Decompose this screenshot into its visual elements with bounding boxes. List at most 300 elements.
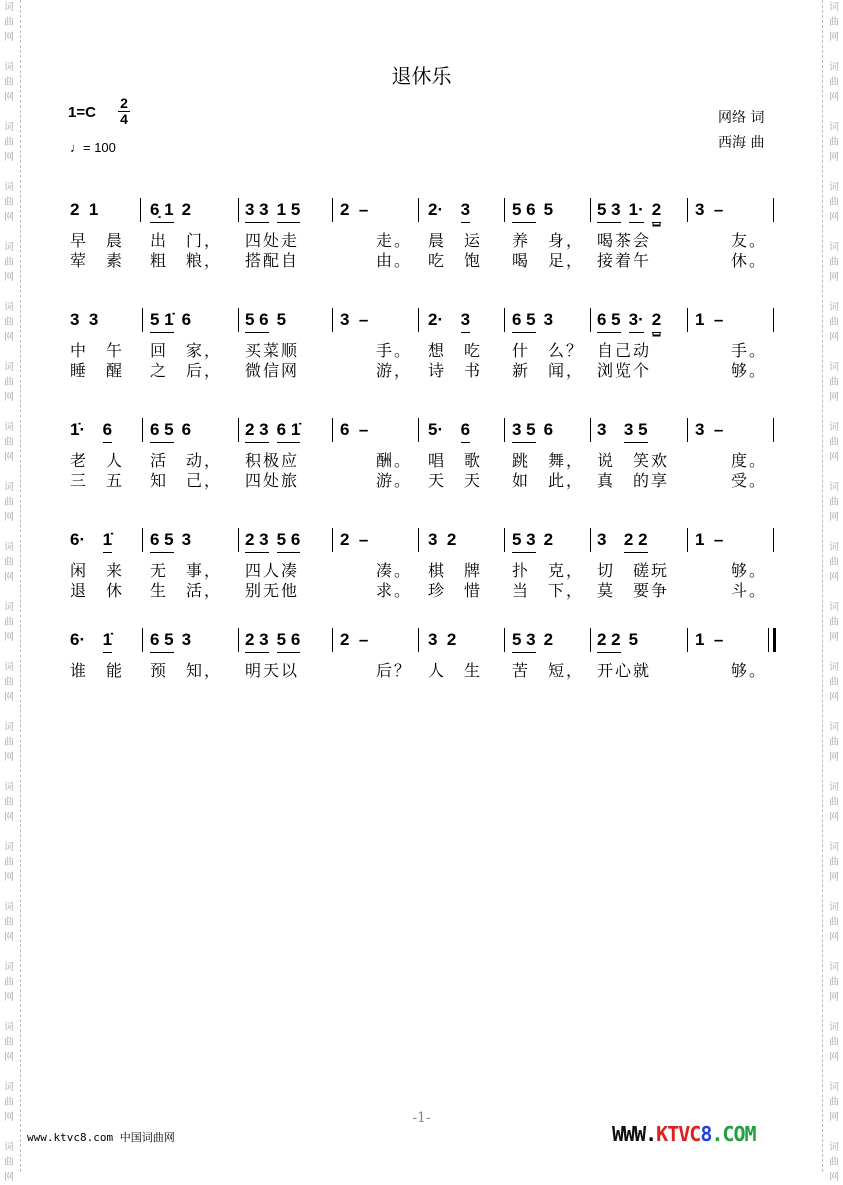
lyric-verse-2: 浏览个 [597, 361, 652, 380]
lyric-verse-2: 知 己， [150, 471, 223, 490]
watermark-char: 词 [4, 362, 14, 373]
barline [504, 528, 505, 552]
barline [504, 198, 505, 222]
note-group: 6 5 [512, 310, 536, 333]
note-group: 2 1 [70, 200, 99, 219]
lyric-verse-2: 接着午 [597, 251, 652, 270]
note-group: 3 2 [428, 630, 457, 649]
measure-notes [597, 310, 669, 336]
watermark-char: 曲 [4, 1157, 14, 1168]
lyric-verse-2: 莫 要争 [597, 581, 670, 600]
lyric-verse-2: 微信网 [245, 361, 300, 380]
watermark-char: 曲 [4, 77, 14, 88]
measure-notes [245, 530, 308, 556]
note-group: 5 6 [245, 310, 269, 333]
watermark-char: 词 [4, 242, 14, 253]
lyric-verse-2: 三 五 [70, 471, 125, 490]
measure-notes [512, 630, 561, 656]
note-group: 6 [181, 310, 192, 329]
watermark-char: 曲 [829, 77, 839, 88]
watermark-char: 网 [4, 692, 14, 703]
measure-notes [597, 200, 669, 226]
barline [142, 308, 143, 332]
barline [238, 628, 239, 652]
watermark-char: 词 [4, 422, 14, 433]
barline [590, 198, 591, 222]
lyric-verse-1: 喝茶会 [597, 231, 652, 250]
lyric-verse-1: 什 么？ [512, 341, 585, 360]
note-group: 2 [543, 630, 554, 649]
watermark-char: 网 [4, 1112, 14, 1123]
watermark-char: 网 [829, 692, 839, 703]
watermark-char: 网 [4, 392, 14, 403]
lyric-verse-1: 自己动 [597, 341, 652, 360]
watermark-char: 网 [829, 992, 839, 1003]
lyric-verse-2: 天 天 [428, 471, 483, 490]
watermark-char: 网 [829, 812, 839, 823]
measure-notes [340, 630, 376, 656]
logo-ktv: KTV [656, 1122, 690, 1146]
measure-notes [597, 420, 656, 446]
lyric-verse-1: 唱 歌 [428, 451, 483, 470]
score-line [0, 310, 843, 390]
watermark-char: 曲 [4, 797, 14, 808]
watermark-char: 曲 [4, 377, 14, 388]
watermark-char: 词 [829, 962, 839, 973]
note-group: 3 5 [512, 420, 536, 443]
lyric-verse-2: 珍 惜 [428, 581, 483, 600]
measure-notes [70, 200, 106, 226]
note-group: 6 – [340, 420, 369, 439]
watermark-char: 网 [829, 1112, 839, 1123]
note-group: 3 [461, 200, 470, 223]
watermark-char: 曲 [829, 377, 839, 388]
watermark-char: 词 [4, 482, 14, 493]
key-signature: 1=C [68, 104, 96, 121]
lyric-verse-2: 吃 饱 [428, 251, 483, 270]
measure-notes [695, 630, 731, 656]
watermark-char: 词 [829, 602, 839, 613]
note-group: 1 – [695, 310, 724, 329]
lyric-verse-1: 跳 舞， [512, 451, 585, 470]
watermark-char: 词 [4, 1082, 14, 1093]
note-group: 2· [428, 310, 453, 329]
note-group: 5 3 [512, 530, 536, 553]
watermark-char: 曲 [829, 197, 839, 208]
note-group: 2· [428, 200, 453, 219]
watermark-char: 词 [829, 122, 839, 133]
barline [418, 628, 419, 652]
watermark-char: 网 [4, 32, 14, 43]
watermark-char: 曲 [4, 437, 14, 448]
watermark-char: 网 [4, 92, 14, 103]
watermark-char: 网 [829, 872, 839, 883]
lyric-verse-1: 谁 能 [70, 661, 125, 680]
measure-notes [245, 200, 308, 226]
watermark-char: 词 [829, 782, 839, 793]
note-group: 3 – [695, 200, 724, 219]
note-group: 6· [70, 630, 95, 649]
watermark-char: 曲 [829, 317, 839, 328]
barline [238, 198, 239, 222]
measure-notes [150, 200, 199, 226]
watermark-char: 曲 [829, 737, 839, 748]
lyric-verse-1: 中 午 [70, 341, 125, 360]
measure-notes [512, 530, 561, 556]
barline [590, 418, 591, 442]
watermark-char: 词 [829, 182, 839, 193]
watermark-char: 网 [829, 1052, 839, 1063]
lyric-verse-1: 晨 运 [428, 231, 483, 250]
watermark-char: 网 [829, 932, 839, 943]
watermark-char: 网 [4, 1052, 14, 1063]
barline [418, 198, 419, 222]
measure-notes [340, 310, 376, 336]
tempo-marking: ♩= 100 [70, 140, 116, 155]
note-group: 2 3 [245, 420, 269, 443]
measure-notes [245, 420, 308, 446]
lyric-verse-1: 说 笑欢 [597, 451, 670, 470]
watermark-char: 词 [4, 302, 14, 313]
lyric-verse-1: 切 磋玩 [597, 561, 670, 580]
note-group: 6 1̇ [277, 420, 301, 443]
time-signature-bottom: 4 [118, 111, 130, 127]
watermark-char: 词 [829, 662, 839, 673]
lyric-verse-2: 粗 粮， [150, 251, 223, 270]
barline [418, 528, 419, 552]
lyric-verse-1: 活 动， [150, 451, 223, 470]
lyric-verse-1: 手。 [695, 341, 768, 360]
logo-8: 8 [700, 1122, 712, 1146]
lyric-verse-1: 人 生 [428, 661, 483, 680]
watermark-char: 曲 [4, 197, 14, 208]
watermark-char: 曲 [4, 977, 14, 988]
measure-notes [150, 310, 199, 336]
watermark-char: 网 [4, 332, 14, 343]
lyric-verse-1: 养 身， [512, 231, 585, 250]
barline [773, 198, 774, 222]
lyric-verse-1: 走。 [340, 231, 413, 250]
lyric-verse-1: 够。 [695, 661, 768, 680]
lyric-verse-2: 别无他 [245, 581, 300, 600]
time-signature-top: 2 [120, 95, 128, 111]
watermark-char: 曲 [829, 617, 839, 628]
note-group: 2 3 [245, 530, 269, 553]
lyric-verse-2: 四处旅 [245, 471, 300, 490]
watermark-char: 网 [829, 32, 839, 43]
watermark-char: 词 [829, 1022, 839, 1033]
measure-notes [245, 630, 308, 656]
watermark-char: 词 [829, 1082, 839, 1093]
barline [504, 308, 505, 332]
note-group: 3 3 [245, 200, 269, 223]
watermark-char: 词 [829, 542, 839, 553]
note-group: 6̣ 1 [150, 200, 174, 223]
note-group: 5 1̇ [150, 310, 174, 333]
note-group: 6 5 [150, 420, 174, 443]
lyric-verse-2: 受。 [695, 471, 768, 490]
watermark-char: 网 [829, 212, 839, 223]
watermark-char: 曲 [4, 137, 14, 148]
barline [332, 628, 333, 652]
measure-notes [695, 420, 731, 446]
note-group: 3 [181, 530, 192, 549]
watermark-char: 曲 [829, 977, 839, 988]
lyric-verse-2: 荤 素 [70, 251, 125, 270]
watermark-char: 曲 [4, 1097, 14, 1108]
lyric-verse-2: 睡 醒 [70, 361, 125, 380]
note-group: 6· [70, 530, 95, 549]
note-group: 2 [181, 200, 192, 219]
lyric-verse-2: 如 此， [512, 471, 585, 490]
note-group: 1 – [695, 630, 724, 649]
barline [687, 528, 688, 552]
watermark-char: 词 [4, 2, 14, 13]
watermark-char: 网 [829, 392, 839, 403]
watermark-char: 词 [4, 722, 14, 733]
note-group: 2 [652, 200, 661, 223]
watermark-char: 网 [4, 212, 14, 223]
watermark-char: 曲 [829, 857, 839, 868]
note-group: 1̇ [103, 530, 112, 553]
lyric-verse-2: 休。 [695, 251, 768, 270]
note-group: 6 5 [150, 530, 174, 553]
barline [687, 628, 688, 652]
watermark-char: 网 [4, 572, 14, 583]
score-line [0, 420, 843, 500]
barline [504, 418, 505, 442]
watermark-char: 词 [4, 542, 14, 553]
measure-notes [150, 420, 199, 446]
lyric-verse-1: 积极应 [245, 451, 300, 470]
measure-notes [695, 530, 731, 556]
measure-notes [428, 200, 478, 226]
watermark-char: 曲 [4, 737, 14, 748]
watermark-char: 网 [829, 512, 839, 523]
lyric-verse-2: 求。 [340, 581, 413, 600]
note-group: 3 5 [624, 420, 648, 443]
note-group: 2 – [340, 200, 369, 219]
watermark-char: 词 [829, 422, 839, 433]
watermark-char: 曲 [829, 1097, 839, 1108]
watermark-char: 词 [4, 1022, 14, 1033]
lyric-verse-2: 游。 [340, 471, 413, 490]
barline [332, 198, 333, 222]
note-group: 6 [181, 420, 192, 439]
lyric-verse-2: 新 闻， [512, 361, 585, 380]
watermark-char: 词 [4, 782, 14, 793]
measure-notes [428, 530, 464, 556]
barline [332, 418, 333, 442]
barline [140, 198, 141, 222]
lyric-verse-1: 手。 [340, 341, 413, 360]
site-text: www.ktvc8.com 中国词曲网 [27, 1131, 175, 1144]
lyric-verse-2: 之 后， [150, 361, 223, 380]
song-title: 退休乐 [391, 64, 452, 88]
watermark-char: 曲 [829, 677, 839, 688]
note-group: 3 [543, 310, 554, 329]
lyric-verse-1: 酬。 [340, 451, 413, 470]
watermark-char: 词 [829, 302, 839, 313]
barline [504, 628, 505, 652]
watermark-char: 词 [4, 842, 14, 853]
lyric-verse-1: 苦 短， [512, 661, 585, 680]
measure-notes [150, 630, 199, 656]
lyric-verse-2: 退 休 [70, 581, 125, 600]
lyric-verse-1: 想 吃 [428, 341, 483, 360]
lyric-verse-1: 度。 [695, 451, 768, 470]
logo-com: .COM [711, 1122, 756, 1146]
watermark-char: 网 [829, 332, 839, 343]
lyric-verse-2: 搭配自 [245, 251, 300, 270]
note-group: 2 3 [245, 630, 269, 653]
time-signature [118, 96, 130, 127]
measure-notes [695, 310, 731, 336]
lyric-verse-1: 回 家， [150, 341, 223, 360]
watermark-char: 词 [4, 602, 14, 613]
lyric-verse-1: 早 晨 [70, 231, 125, 250]
watermark-char: 词 [4, 122, 14, 133]
watermark-char: 曲 [4, 557, 14, 568]
note-group: 2 2 [597, 630, 621, 653]
note-group: 5 3 [597, 200, 621, 223]
measure-notes [70, 630, 120, 656]
note-group: 1 – [695, 530, 724, 549]
measure-notes [70, 420, 120, 446]
barline [773, 418, 774, 442]
lyric-verse-1: 预 知， [150, 661, 223, 680]
note-group: 5 3 [512, 630, 536, 653]
watermark-char: 网 [829, 1172, 839, 1183]
score-line [0, 530, 843, 610]
watermark-char: 曲 [4, 1037, 14, 1048]
watermark-char: 曲 [4, 677, 14, 688]
watermark-char: 曲 [829, 437, 839, 448]
composer-credit: 西海 曲 [718, 135, 765, 151]
lyric-verse-2: 游， [340, 361, 413, 380]
measure-notes [70, 310, 106, 336]
score-line [0, 630, 843, 710]
barline [142, 628, 143, 652]
note-group: 2 – [340, 630, 369, 649]
note-group: 1 5 [277, 200, 301, 223]
barline [332, 308, 333, 332]
note-group: 2 2 [624, 530, 648, 553]
watermark-char: 曲 [829, 797, 839, 808]
watermark-char: 词 [829, 902, 839, 913]
measure-notes [512, 420, 561, 446]
note-group: 3 3 [70, 310, 99, 329]
watermark-char: 词 [829, 842, 839, 853]
watermark-char: 网 [4, 1172, 14, 1183]
note-group: 3· [629, 310, 644, 333]
measure-notes [245, 310, 294, 336]
lyric-verse-2: 真 的享 [597, 471, 670, 490]
note-group: 3 2 [428, 530, 457, 549]
note-group: 6 [461, 420, 470, 443]
lyric-verse-1: 后？ [340, 661, 413, 680]
lyric-verse-2: 生 活， [150, 581, 223, 600]
site-logo [612, 1122, 756, 1146]
watermark-char: 网 [829, 632, 839, 643]
lyric-verse-1: 友。 [695, 231, 768, 250]
measure-notes [340, 420, 376, 446]
watermark-char: 曲 [4, 497, 14, 508]
watermark-char: 词 [829, 1142, 839, 1153]
watermark-char: 网 [4, 932, 14, 943]
note-group: 1· [629, 200, 644, 223]
watermark-char: 网 [4, 512, 14, 523]
note-group: 3 [461, 310, 470, 333]
watermark-char: 曲 [829, 497, 839, 508]
lyric-verse-1: 出 门， [150, 231, 223, 250]
note-group: 5· [428, 420, 453, 439]
logo-www: WWW. [612, 1122, 657, 1146]
note-group: 5 [628, 630, 639, 649]
note-group: 6 [103, 420, 112, 443]
watermark-char: 曲 [4, 17, 14, 28]
lyric-verse-1: 棋 牌 [428, 561, 483, 580]
note-group: 6 5 [150, 630, 174, 653]
note-group: 3 – [695, 420, 724, 439]
lyric-verse-2: 喝 足， [512, 251, 585, 270]
note-group: 2 [652, 310, 661, 333]
barline [332, 528, 333, 552]
watermark-char: 网 [829, 452, 839, 463]
lyric-verse-2: 当 下， [512, 581, 585, 600]
lyric-verse-2: 斗。 [695, 581, 768, 600]
measure-notes [70, 530, 120, 556]
note-group: 3 [597, 420, 616, 439]
watermark-char: 网 [829, 152, 839, 163]
note-group: 6 [543, 420, 554, 439]
watermark-char: 曲 [4, 857, 14, 868]
watermark-char: 曲 [4, 257, 14, 268]
note-group: 3 – [340, 310, 369, 329]
watermark-char: 网 [4, 632, 14, 643]
watermark-char: 词 [829, 362, 839, 373]
barline [142, 528, 143, 552]
lyric-verse-1: 凑。 [340, 561, 413, 580]
lyricist-credit: 网络 词 [718, 110, 765, 126]
watermark-char: 词 [829, 62, 839, 73]
barline [238, 308, 239, 332]
lyric-verse-1: 无 事， [150, 561, 223, 580]
watermark-char: 网 [4, 152, 14, 163]
note-group: 1̇· [70, 420, 95, 439]
barline [142, 418, 143, 442]
lyric-verse-2: 由。 [340, 251, 413, 270]
lyric-verse-1: 四处走 [245, 231, 300, 250]
watermark-char: 词 [4, 662, 14, 673]
watermark-char: 曲 [4, 917, 14, 928]
note-group: 2 – [340, 530, 369, 549]
watermark-char: 网 [4, 992, 14, 1003]
watermark-char: 曲 [829, 1157, 839, 1168]
watermark-char: 网 [4, 452, 14, 463]
score-line [0, 200, 843, 280]
note-group: 2 [543, 530, 554, 549]
lyric-verse-1: 扑 克， [512, 561, 585, 580]
measure-notes [512, 310, 561, 336]
watermark-char: 词 [4, 902, 14, 913]
watermark-char: 网 [829, 272, 839, 283]
measure-notes [428, 310, 478, 336]
lyric-verse-1: 够。 [695, 561, 768, 580]
barline [418, 308, 419, 332]
lyric-verse-1: 闲 来 [70, 561, 125, 580]
barline [590, 528, 591, 552]
